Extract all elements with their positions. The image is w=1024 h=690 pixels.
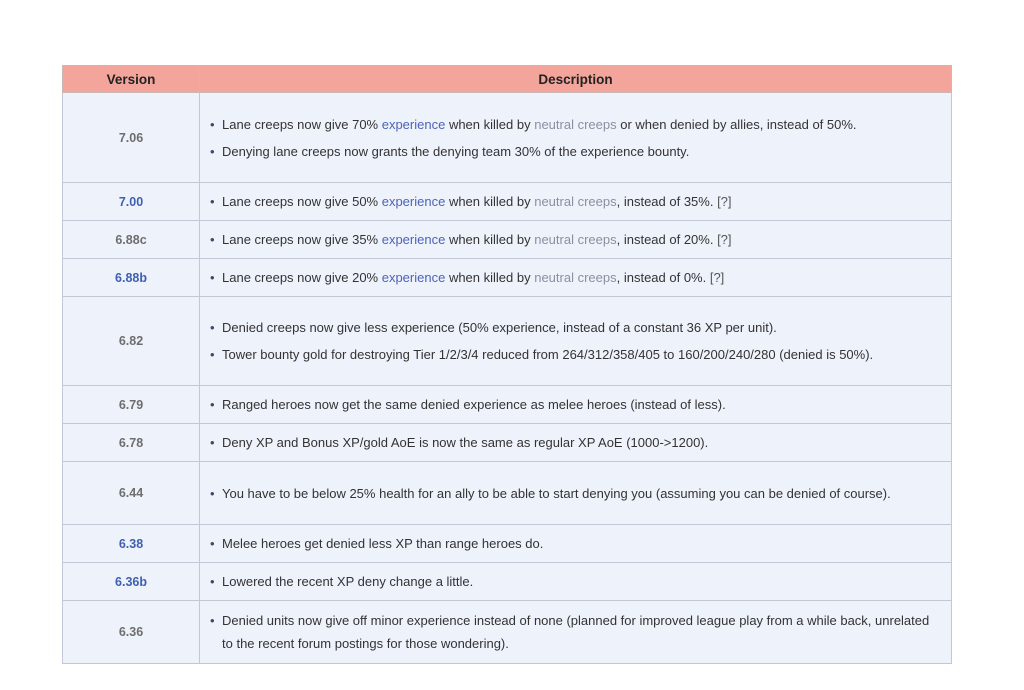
list-item xyxy=(208,431,941,454)
table-row xyxy=(63,259,952,297)
bullet-icon: • xyxy=(210,347,215,362)
table-row xyxy=(63,601,952,664)
list-item xyxy=(208,113,941,136)
neutral-creeps-link[interactable]: neutral creeps xyxy=(534,116,617,132)
item-text: Tower bounty gold for destroying Tier 1/2/3/4 reduced from 264/312/358/405 to 160/200/240/280 (denied is 50%). xyxy=(222,347,874,362)
item-text: , instead of 35%. xyxy=(616,194,718,209)
description-cell xyxy=(200,297,952,386)
bullet-icon: • xyxy=(210,270,215,285)
description-cell xyxy=(200,93,952,183)
version-link[interactable]: 6.36b xyxy=(63,563,200,601)
change-list xyxy=(208,570,941,593)
table-row xyxy=(63,563,952,601)
bullet-icon: • xyxy=(210,435,215,450)
description-cell xyxy=(200,563,952,601)
list-item xyxy=(208,316,941,339)
neutral-creeps-link[interactable]: neutral creeps xyxy=(534,232,617,247)
change-list xyxy=(208,113,941,163)
version-cell: 6.36 xyxy=(63,601,200,664)
description-cell xyxy=(200,601,952,664)
change-list xyxy=(208,266,941,289)
change-list xyxy=(208,609,941,655)
description-cell xyxy=(200,221,952,259)
changelog-table xyxy=(62,65,952,664)
list-item xyxy=(208,228,941,251)
item-text: Lowered the recent XP deny change a little. xyxy=(222,574,474,589)
bullet-icon: • xyxy=(210,397,215,412)
item-text: , instead of 0%. xyxy=(616,270,710,285)
item-text: Denying lane creeps now grants the denying team 30% of the experience bounty. xyxy=(222,143,690,159)
list-item xyxy=(208,532,941,555)
item-text: or when denied by allies, instead of 50%. xyxy=(616,116,857,132)
change-list xyxy=(208,482,941,505)
table-row xyxy=(63,297,952,386)
item-text: Denied creeps now give less experience (50% experience, instead of a constant 36 XP per unit). xyxy=(222,320,777,335)
citation-link[interactable]: [?] xyxy=(717,194,732,209)
bullet-icon: • xyxy=(210,116,215,132)
list-item xyxy=(208,140,941,163)
bullet-icon: • xyxy=(210,143,215,159)
list-item xyxy=(208,190,941,213)
bullet-icon: • xyxy=(210,536,215,551)
version-link[interactable]: 7.00 xyxy=(63,183,200,221)
item-text: Lane creeps now give 70% xyxy=(222,116,382,132)
description-header[interactable]: Description xyxy=(200,66,952,93)
change-list xyxy=(208,190,941,213)
list-item xyxy=(208,266,941,289)
table-row xyxy=(63,424,952,462)
version-cell: 6.44 xyxy=(63,462,200,525)
description-cell xyxy=(200,259,952,297)
change-list xyxy=(208,228,941,251)
version-header[interactable]: Version xyxy=(63,66,200,93)
version-cell: 6.79 xyxy=(63,386,200,424)
item-text: You have to be below 25% health for an ally to be able to start denying you (assuming you can be denied of course). xyxy=(222,485,891,501)
bullet-icon: • xyxy=(210,613,215,628)
item-text: when killed by xyxy=(445,194,535,209)
description-cell xyxy=(200,424,952,462)
citation-link[interactable]: [?] xyxy=(709,270,725,285)
bullet-icon: • xyxy=(210,574,215,589)
list-item xyxy=(208,343,941,366)
description-cell xyxy=(200,462,952,525)
change-list xyxy=(208,532,941,555)
item-text: , instead of 20%. xyxy=(616,232,718,247)
description-cell xyxy=(200,183,952,221)
description-cell xyxy=(200,525,952,563)
table-row xyxy=(63,183,952,221)
item-text: when killed by xyxy=(445,116,535,132)
list-item xyxy=(208,570,941,593)
item-text: Lane creeps now give 35% xyxy=(222,232,382,247)
list-item xyxy=(208,609,941,655)
table-row xyxy=(63,93,952,183)
header-row xyxy=(63,66,952,93)
table-row xyxy=(63,221,952,259)
item-text: when killed by xyxy=(445,232,535,247)
description-cell xyxy=(200,386,952,424)
list-item xyxy=(208,482,941,505)
neutral-creeps-link[interactable]: neutral creeps xyxy=(534,270,617,285)
item-text: when killed by xyxy=(445,270,535,285)
experience-link[interactable]: experience xyxy=(381,194,446,209)
experience-link[interactable]: experience xyxy=(381,232,446,247)
item-text: Lane creeps now give 50% xyxy=(222,194,382,209)
bullet-icon: • xyxy=(210,232,215,247)
item-text: Denied units now give off minor experience instead of none (planned for improved league play from a while back, unrelated to the recent forum postings for those wondering). xyxy=(222,613,930,651)
bullet-icon: • xyxy=(210,194,215,209)
bullet-icon: • xyxy=(210,485,215,501)
item-text: Lane creeps now give 20% xyxy=(222,270,382,285)
version-cell: 7.06 xyxy=(63,93,200,183)
item-text: Melee heroes get denied less XP than range heroes do. xyxy=(222,536,544,551)
citation-link[interactable]: [?] xyxy=(717,232,732,247)
table-row xyxy=(63,386,952,424)
version-cell: 6.78 xyxy=(63,424,200,462)
change-list xyxy=(208,393,941,416)
experience-link[interactable]: experience xyxy=(381,270,446,285)
bullet-icon: • xyxy=(210,320,215,335)
change-list xyxy=(208,431,941,454)
version-cell: 6.88c xyxy=(63,221,200,259)
item-text: Deny XP and Bonus XP/gold AoE is now the same as regular XP AoE (1000->1200). xyxy=(222,435,709,450)
change-list xyxy=(208,316,941,366)
list-item xyxy=(208,393,941,416)
table-row xyxy=(63,525,952,563)
item-text: Ranged heroes now get the same denied experience as melee heroes (instead of less). xyxy=(222,397,726,412)
version-link[interactable]: 6.88b xyxy=(63,259,200,297)
table-row xyxy=(63,462,952,525)
experience-link[interactable]: experience xyxy=(381,116,446,132)
version-cell: 6.82 xyxy=(63,297,200,386)
version-link[interactable]: 6.38 xyxy=(63,525,200,563)
neutral-creeps-link[interactable]: neutral creeps xyxy=(534,194,617,209)
